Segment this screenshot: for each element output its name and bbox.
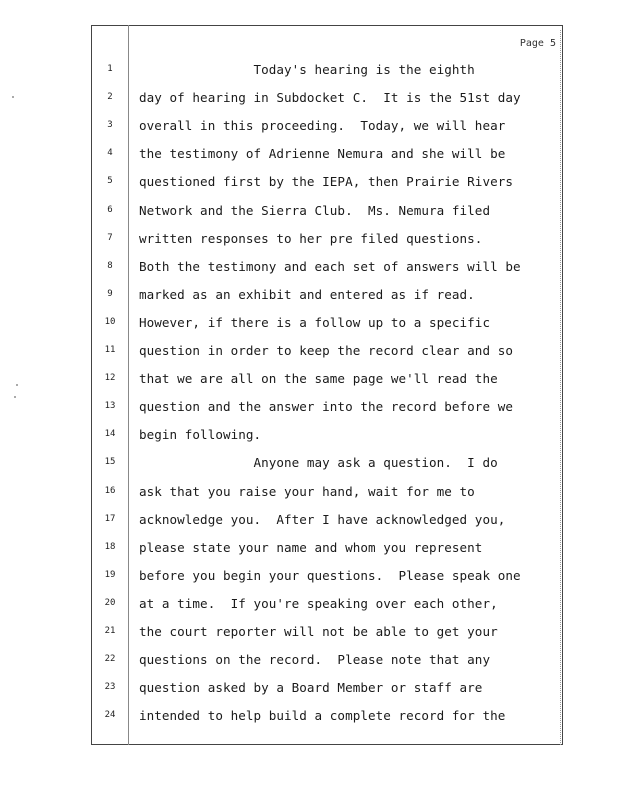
line-text: questions on the record. Please note that any — [139, 652, 491, 668]
transcript-line — [0, 708, 618, 726]
scan-speck — [14, 396, 16, 398]
line-text: the testimony of Adrienne Nemura and she will be — [139, 146, 506, 162]
line-number: 18 — [104, 541, 116, 552]
transcript-line — [0, 315, 618, 333]
line-number: 19 — [104, 569, 116, 580]
line-number: 7 — [107, 232, 113, 243]
line-text: question and the answer into the record before we — [139, 399, 513, 415]
line-text: marked as an exhibit and entered as if read. — [139, 286, 475, 302]
line-text: question in order to keep the record clear and so — [139, 343, 513, 358]
line-number: 16 — [104, 485, 116, 496]
line-text: written responses to her pre filed questions. — [139, 230, 483, 246]
line-number: 22 — [104, 654, 116, 665]
transcript-line — [0, 455, 618, 473]
transcript-line — [0, 118, 618, 136]
line-number: 6 — [107, 204, 113, 215]
line-text: acknowledge you. After I have acknowledged you, — [139, 511, 506, 527]
line-number: 17 — [104, 513, 116, 524]
line-text: at a time. If you're speaking over each other, — [139, 595, 498, 611]
transcript-line — [0, 287, 618, 305]
transcript-line — [0, 174, 618, 192]
transcript-line — [0, 399, 618, 417]
line-number: 13 — [104, 401, 116, 412]
line-number: 4 — [107, 148, 113, 159]
line-text: questioned first by the IEPA, then Prairie Rivers — [139, 174, 513, 190]
line-text: Network and the Sierra Club. Ms. Nemura filed — [139, 202, 491, 218]
line-number: 15 — [104, 457, 116, 468]
line-number: 11 — [104, 345, 116, 355]
transcript-line — [0, 146, 618, 164]
transcript-line — [0, 371, 618, 389]
transcript-line — [0, 259, 618, 277]
line-number: 1 — [107, 64, 113, 74]
line-text: overall in this proceeding. Today, we will hear — [139, 118, 506, 134]
transcript-line — [0, 568, 618, 586]
line-number: 8 — [107, 260, 113, 271]
line-number: 9 — [107, 288, 113, 299]
transcript-line — [0, 484, 618, 502]
line-text: question asked by a Board Member or staff are — [139, 680, 483, 696]
line-number: 10 — [104, 316, 116, 327]
line-text: before you begin your questions. Please speak one — [139, 567, 521, 583]
transcript-line — [0, 231, 618, 249]
line-text: intended to help build a complete record for the — [139, 708, 506, 724]
transcript-line — [0, 203, 618, 221]
line-text: begin following. — [139, 427, 262, 443]
line-number: 12 — [104, 373, 116, 384]
transcript-line — [0, 427, 618, 445]
transcript-line — [0, 540, 618, 558]
transcript-line — [0, 512, 618, 530]
line-text: the court reporter will not be able to get your — [139, 624, 498, 639]
transcript-line — [0, 680, 618, 698]
transcript-line — [0, 652, 618, 670]
transcript-line — [0, 596, 618, 614]
line-number: 20 — [104, 597, 116, 608]
scan-speck — [16, 384, 18, 386]
line-text: Today's hearing is the eighth — [139, 62, 475, 77]
transcript-line — [0, 343, 618, 361]
line-text: that we are all on the same page we'll read the — [139, 371, 498, 387]
page-number: Page 5 — [519, 38, 556, 49]
scan-speck — [12, 96, 14, 98]
line-text: Both the testimony and each set of answers will be — [139, 258, 521, 274]
line-text: day of hearing in Subdocket C. It is the 51st day — [139, 90, 521, 106]
line-number: 14 — [104, 429, 116, 440]
line-number: 24 — [104, 710, 116, 721]
transcript-line — [0, 624, 618, 642]
transcript-line — [0, 62, 618, 80]
line-number: 5 — [107, 176, 113, 187]
line-number: 23 — [104, 682, 116, 693]
line-text: Anyone may ask a question. I do — [139, 455, 498, 471]
transcript-line — [0, 90, 618, 108]
line-number: 2 — [107, 92, 113, 103]
line-number: 21 — [104, 626, 116, 636]
line-text: ask that you raise your hand, wait for me to — [139, 483, 475, 499]
line-text: please state your name and whom you represent — [139, 539, 483, 555]
line-number: 3 — [107, 120, 113, 131]
line-text: However, if there is a follow up to a specific — [139, 314, 491, 330]
